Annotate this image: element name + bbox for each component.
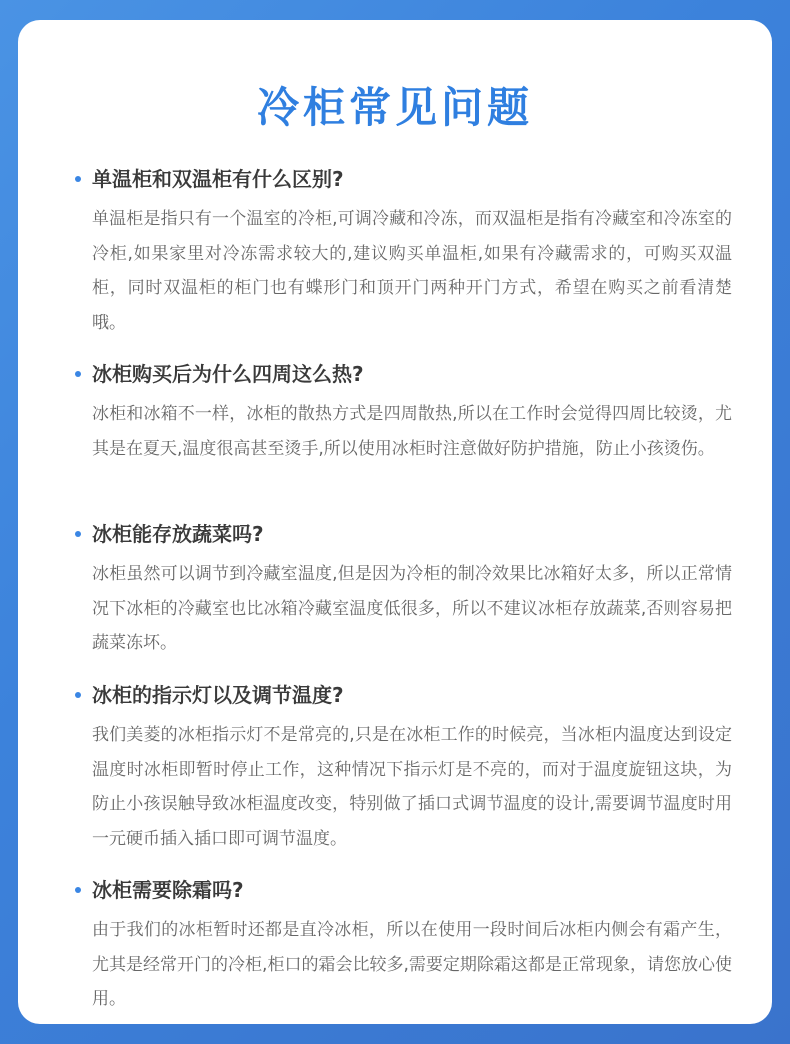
faq-answer: 冰柜虽然可以调节到冷藏室温度,但是因为冷柜的制冷效果比冰箱好太多，所以正常情况下冰柜的冷藏室也比冰箱冷藏室温度低很多，所以不建议冰柜存放蔬菜,否则容易把蔬菜冻坏。 bbox=[92, 564, 732, 653]
faq-card bbox=[18, 20, 772, 1024]
page-title: 冷柜常见问题 bbox=[256, 83, 533, 132]
bullet-dot-icon bbox=[75, 887, 81, 893]
faq-answer: 我们美菱的冰柜指示灯不是常亮的,只是在冰柜工作的时候亮，当冰柜内温度达到设定温度时冰柜即暂时停止工作，这种情况下指示灯是不亮的，而对于温度旋钮这块，为防止小孩误触导致冰柜温度改变，特别做了插口式调节温度的设计,需要调节温度时用一元硬币插入插口即可调节温度。 bbox=[92, 725, 732, 849]
faq-item bbox=[18, 517, 772, 661]
faq-question: 冰柜需要除霜吗? bbox=[92, 878, 244, 902]
faq-answer: 单温柜是指只有一个温室的冷柜,可调冷藏和冷冻，而双温柜是指有冷藏室和冷冻室的冷柜,如果家里对冷冻需求较大的,建议购买单温柜,如果有冷藏需求的，可购买双温柜，同时双温柜的柜门也有蝶形门和顶开门两种开门方式，希望在购买之前看清楚哦。 bbox=[92, 209, 732, 333]
faq-question: 单温柜和双温柜有什么区别? bbox=[92, 167, 344, 191]
bullet-dot-icon bbox=[75, 531, 81, 537]
bullet-dot-icon bbox=[75, 692, 81, 698]
faq-question: 冰柜能存放蔬菜吗? bbox=[92, 522, 264, 546]
faq-item bbox=[18, 873, 772, 1017]
faq-answer: 冰柜和冰箱不一样，冰柜的散热方式是四周散热,所以在工作时会觉得四周比较烫，尤其是在夏天,温度很高甚至烫手,所以使用冰柜时注意做好防护措施，防止小孩烫伤。 bbox=[92, 404, 732, 459]
bullet-dot-icon bbox=[75, 371, 81, 377]
faq-item bbox=[18, 162, 772, 340]
faq-question: 冰柜购买后为什么四周这么热? bbox=[92, 362, 364, 386]
faq-item bbox=[18, 678, 772, 856]
faq-item bbox=[18, 357, 772, 466]
bullet-dot-icon bbox=[75, 176, 81, 182]
faq-question: 冰柜的指示灯以及调节温度? bbox=[92, 683, 344, 707]
faq-answer: 由于我们的冰柜暂时还都是直冷冰柜，所以在使用一段时间后冰柜内侧会有霜产生，尤其是经常开门的冷柜,柜口的霜会比较多,需要定期除霜这都是正常现象，请您放心使用。 bbox=[92, 920, 732, 1009]
